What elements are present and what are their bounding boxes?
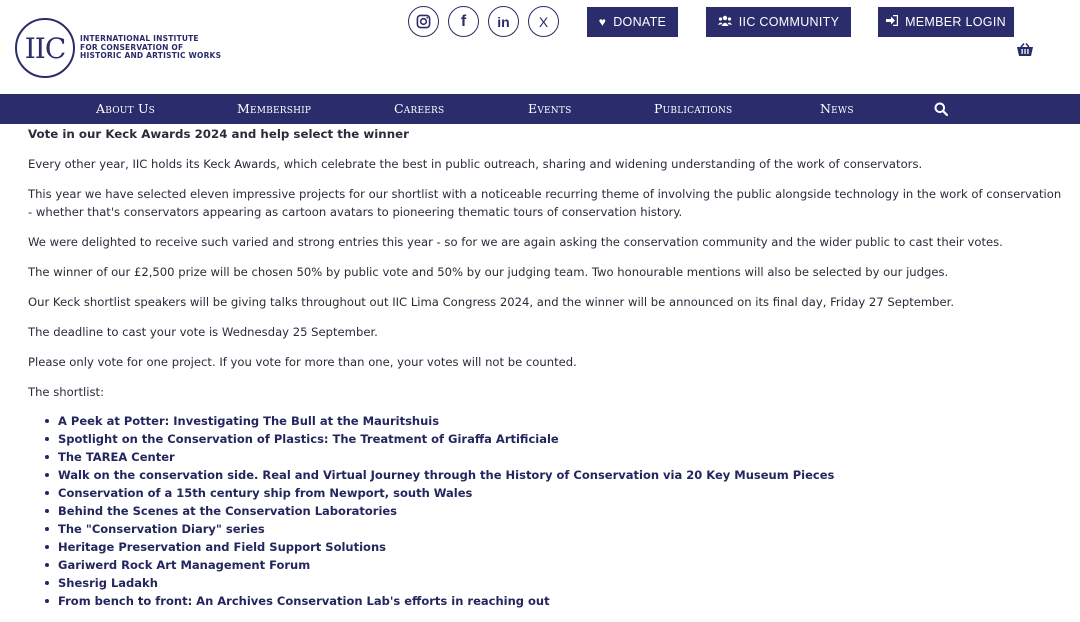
basket-icon[interactable] <box>1016 42 1034 56</box>
shortlist <box>28 412 1068 610</box>
social-links <box>408 6 559 37</box>
paragraph: Every other year, IIC holds its Keck Awards, which celebrate the best in public outreach, sharing and widening understanding of the work of conservators. <box>28 157 923 171</box>
shortlist-link[interactable]: The TAREA Center <box>58 448 1068 466</box>
shortlist-link[interactable]: Conservation of a 15th century ship from Newport, south Wales <box>58 484 1068 502</box>
paragraph: Our Keck shortlist speakers will be giving talks throughout out IIC Lima Congress 2024, and the winner will be announced on its final day, Friday 27 September. <box>28 295 955 309</box>
nav-careers[interactable]: Careers <box>394 101 445 116</box>
facebook-icon[interactable] <box>448 6 479 37</box>
logo-line-2: FOR CONSERVATION OF <box>80 42 184 52</box>
site-header <box>0 0 1080 94</box>
shortlist-link[interactable]: Walk on the conservation side. Real and Virtual Journey through the History of Conservation via 20 Key Museum Pieces <box>58 466 1068 484</box>
member-login-button[interactable] <box>878 7 1014 37</box>
users-icon <box>718 15 732 29</box>
paragraph: We were delighted to receive such varied and strong entries this year - so for we are again asking the conservation community and the wider public to cast their votes. <box>28 235 1003 249</box>
paragraph: Please only vote for one project. If you vote for more than one, your votes will not be counted. <box>28 355 577 369</box>
shortlist-link[interactable]: Gariwerd Rock Art Management Forum <box>58 556 1068 574</box>
nav-publications[interactable]: Publications <box>654 101 733 116</box>
x-icon[interactable] <box>528 6 559 37</box>
logo-wordmark <box>80 35 240 61</box>
shortlist-link[interactable]: Shesrig Ladakh <box>58 574 1068 592</box>
community-label: IIC COMMUNITY <box>738 15 840 29</box>
shortlist-link[interactable]: From bench to front: An Archives Conservation Lab's efforts in reaching out <box>58 592 1068 610</box>
shortlist-link[interactable]: Heritage Preservation and Field Support Solutions <box>58 538 1068 556</box>
linkedin-glyph: in <box>497 13 510 30</box>
article-heading: Vote in our Keck Awards 2024 and help select the winner <box>28 127 409 141</box>
article-body <box>28 124 1068 610</box>
donate-button[interactable] <box>587 7 678 37</box>
shortlist-link[interactable]: A Peek at Potter: Investigating The Bull at the Mauritshuis <box>58 412 1068 430</box>
paragraph: This year we have selected eleven impressive projects for our shortlist with a noticeable recurring theme of involving the public alongside technology in the work of conservation - whether that's conservators appearing as cartoon avatars to pioneering thematic tours of conservation history. <box>28 187 1062 219</box>
nav-news[interactable]: News <box>820 101 854 116</box>
paragraph: The deadline to cast your vote is Wednesday 25 September. <box>28 325 378 339</box>
logo-line-3: HISTORIC AND ARTISTIC WORKS <box>80 51 222 61</box>
login-label: MEMBER LOGIN <box>905 15 1006 29</box>
shortlist-link[interactable]: Spotlight on the Conservation of Plastics: The Treatment of Giraffa Artificiale <box>58 430 1068 448</box>
shortlist-label: The shortlist: <box>28 385 104 399</box>
linkedin-icon[interactable] <box>488 6 519 37</box>
logo-mark <box>15 18 75 78</box>
iic-logo[interactable] <box>15 18 240 78</box>
nav-about-us[interactable]: About Us <box>96 101 156 116</box>
facebook-glyph: f <box>460 12 467 30</box>
nav-events[interactable]: Events <box>528 101 572 116</box>
main-nav <box>0 94 1080 124</box>
heart-icon: ♥ <box>598 15 607 29</box>
nav-membership[interactable]: Membership <box>237 101 312 116</box>
instagram-icon[interactable] <box>408 6 439 37</box>
iic-community-button[interactable] <box>706 7 851 37</box>
shortlist-link[interactable]: Behind the Scenes at the Conservation Laboratories <box>58 502 1068 520</box>
x-glyph: X <box>538 13 549 30</box>
donate-label: DONATE <box>613 15 667 29</box>
logo-initials: IIC <box>24 31 66 65</box>
logo-line-1: INTERNATIONAL INSTITUTE <box>80 34 199 44</box>
shortlist-link[interactable]: The "Conservation Diary" series <box>58 520 1068 538</box>
search-icon[interactable] <box>934 101 950 117</box>
paragraph: The winner of our £2,500 prize will be chosen 50% by public vote and 50% by our judging team. Two honourable mentions will also be selected by our judges. <box>28 265 949 279</box>
sign-in-icon <box>886 15 898 29</box>
